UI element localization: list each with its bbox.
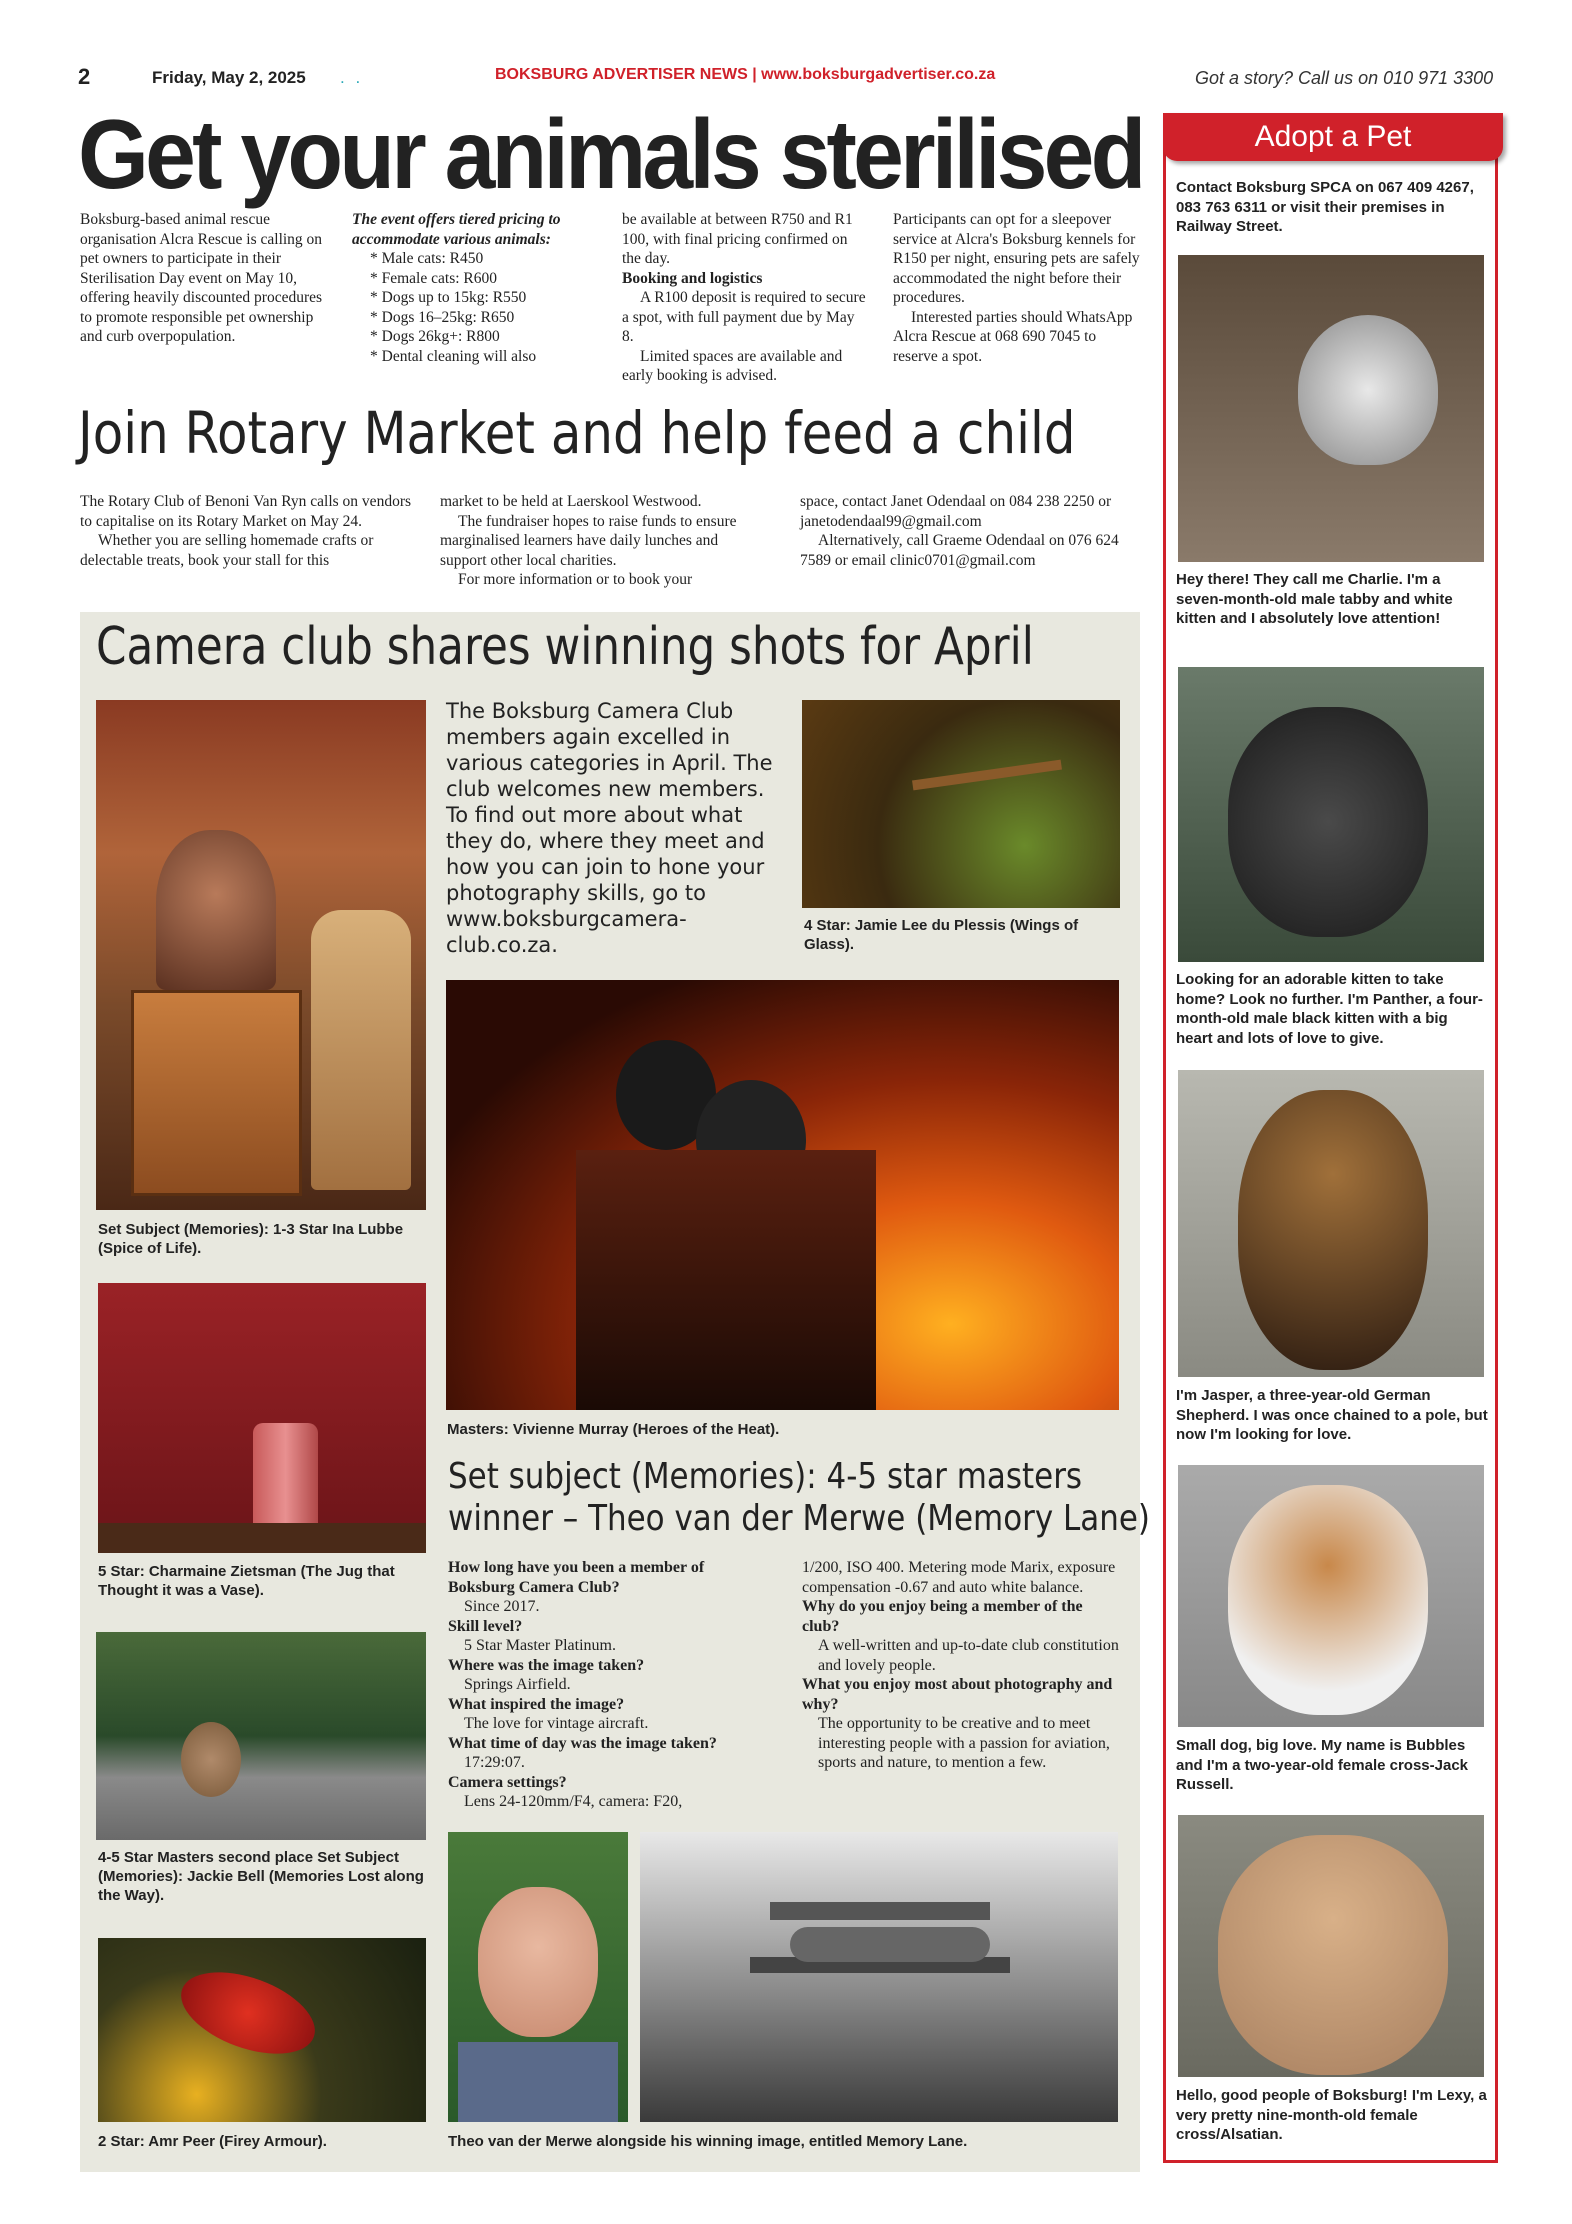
article2-col1 [80,492,420,570]
article2-col2-b: The fundraiser hopes to raise funds to ensure marginalised learners have daily lunches and support other local charities. [440,512,737,569]
qa-question: What you enjoy most about photography and why? [802,1676,1113,1713]
price-item: * Dental cleaning will also [370,347,537,365]
article2-col2-a: market to be held at Laerskool Westwood. [440,493,702,510]
photo-jug-vase [98,1283,426,1553]
dragonfly-body-shape [912,760,1062,791]
photo-panther [1178,667,1484,962]
headline-sterilised: Get your animals sterilised [78,99,1143,209]
pet-caption-panther: Looking for an adorable kitten to take home? Look no further. I'm Panther, a four-month-old male black kitten with a big heart and lots of love to give. [1176,971,1483,1047]
headline-rotary: Join Rotary Market and help feed a child [78,399,1076,467]
teddy-bear-shape [181,1722,241,1797]
article2-col2 [440,492,760,590]
article2-col3-b: Alternatively, call Graeme Odendaal on 076 624 7589 or email clinic0701@gmail.com [800,532,1119,569]
photo-jasper [1178,1070,1484,1377]
photo-firey-armour [98,1938,426,2122]
photo-bubbles [1178,1465,1484,1727]
article1-col4-a: Participants can opt for a sleepover service at Alcra's Boksburg kennels for R150 per night, ensuring pets are safely accommodated the night before their procedures. [893,211,1140,306]
shirt-shape [458,2042,618,2122]
price-item: * Dogs 26kg+: R800 [370,328,500,345]
qa-question: Camera settings? [448,1773,567,1791]
article2-col3-a: space, contact Janet Odendaal on 084 238 2250 or janetodendaal99@gmail.com [800,493,1112,530]
subheadline-winner-2: winner – Theo van der Merwe (Memory Lane) [448,1498,1151,1539]
article2-col3 [800,492,1130,570]
photo-theo-portrait [448,1832,628,2122]
qa-answer: Since 2017. [464,1598,540,1615]
qa-answer-continued: 1/200, ISO 400. Metering mode Marix, exposure compensation -0.67 and auto white balance. [802,1559,1116,1596]
qa-answer: 17:29:07. [464,1754,525,1771]
article1-subhead: Booking and logistics [622,269,763,287]
photo-memories-lost [96,1632,426,1840]
grinder-top-shape [156,830,276,990]
firefighters-shape [576,1150,876,1410]
qa-answer: Lens 24-120mm/F4, camera: F20, [464,1793,683,1810]
caption-dragonfly: 4 Star: Jamie Lee du Plessis (Wings of Glass). [804,917,1079,953]
caption-spice: Set Subject (Memories): 1-3 Star Ina Lubbe (Spice of Life). [98,1221,404,1257]
article1-col3 [622,210,867,386]
price-item: * Dogs up to 15kg: R550 [370,289,527,306]
article1-col3-b: A R100 deposit is required to secure a spot, with full payment due by May 8. [622,289,866,345]
article2-col1-b: Whether you are selling homemade crafts or delectable treats, book your stall for this [80,532,374,569]
qa-answer: The love for vintage aircraft. [464,1715,649,1732]
pet-caption-bubbles: Small dog, big love. My name is Bubbles and I'm a two-year-old female cross-Jack Russell. [1176,1737,1469,1793]
photo-lexy [1178,1815,1484,2077]
article1-col1-text: Boksburg-based animal rescue organisation Alcra Rescue is calling on pet owners to participate in their Sterilisation Day event on May 10, offering heavily discounted procedures to promote responsible pet ownership and curb overpopulation. [80,211,323,345]
caption-teddy: 4-5 Star Masters second place Set Subject (Memories): Jackie Bell (Memories Lost along the Way). [98,1849,424,1904]
grinder-box-shape [131,990,302,1196]
biplane-fuselage-shape [790,1927,990,1962]
qa-question: Skill level? [448,1617,523,1635]
headline-camera-club: Camera club shares winning shots for April [96,617,1034,677]
price-item: * Dogs 16–25kg: R650 [370,308,515,326]
adopt-a-pet-title: Adopt a Pet [1163,113,1503,161]
photo-memory-lane [640,1832,1118,2122]
article2-col2-c: For more information or to book your [458,571,693,588]
qa-answer: The opportunity to be creative and to meet interesting people with a passion for aviation, sports and nature, to mention a few. [818,1715,1110,1771]
dog-shape [1218,1835,1448,2075]
subheadline-winner-1: Set subject (Memories): 4-5 star masters [448,1456,1083,1497]
spca-contact: Contact Boksburg SPCA on 067 409 4267, 083 763 6311 or visit their premises in Railway Street. [1176,179,1474,235]
caption-jug: 5 Star: Charmaine Zietsman (The Jug that Thought it was a Vase). [98,1563,395,1599]
qa-right-column [802,1558,1120,1773]
article2-col1-a: The Rotary Club of Benoni Van Ryn calls on vendors to capitalise on its Rotary Market on May 24. [80,493,412,530]
price-item: * Female cats: R600 [370,269,497,287]
date-dots: . . [340,68,364,87]
qa-question: How long have you been a member of Boksburg Camera Club? [448,1559,705,1596]
article1-col3-a: be available at between R750 and R1 100, with final pricing confirmed on the day. [622,211,853,267]
qa-answer: 5 Star Master Platinum. [464,1637,616,1654]
qa-left-column [448,1558,768,1812]
page-number: 2 [78,64,91,89]
kitten-shape [1228,707,1428,937]
photo-spice-of-life [96,700,426,1210]
qa-answer: A well-written and up-to-date club constitution and lovely people. [818,1637,1119,1674]
biplane-upper-wing-shape [770,1902,990,1920]
article1-col3-c: Limited spaces are available and early booking is advised. [622,347,843,384]
article1-col1 [80,210,325,347]
caption-heroes: Masters: Vivienne Murray (Heroes of the Heat). [447,1421,780,1438]
dog-shape [1228,1485,1428,1715]
article1-col4-b: Interested parties should WhatsApp Alcra Rescue at 068 690 7045 to reserve a spot. [893,308,1133,365]
camera-intro: The Boksburg Camera Club members again excelled in various categories in April. The club welcomes new members. To find out more about what they do, where they meet and how you can join to hone your photography skills, go to www.boksburgcamera-club.co.za. [446,699,773,957]
kitten-shape [1298,315,1438,465]
pet-caption-lexy: Hello, good people of Boksburg! I'm Lexy, a very pretty nine-month-old female cross/Alsatian. [1176,2087,1487,2143]
caption-bug: 2 Star: Amr Peer (Firey Armour). [98,2133,327,2150]
face-shape [478,1887,598,2037]
jug-shape [253,1423,318,1533]
issue-date: Friday, May 2, 2025 [152,68,306,87]
qa-answer: Springs Airfield. [464,1676,571,1693]
table-shape [98,1523,426,1553]
article1-col4 [893,210,1143,366]
photo-wings-of-glass [802,700,1120,908]
photo-charlie [1178,255,1484,562]
qa-question: What inspired the image? [448,1695,625,1713]
price-item: * Male cats: R450 [370,250,484,267]
bug-shape [170,1956,325,2070]
pestle-shape [311,910,411,1190]
masthead[interactable]: BOKSBURG ADVERTISER NEWS | www.boksburgadvertiser.co.za [495,66,996,83]
article1-col2 [352,210,582,366]
article1-prices-intro: The event offers tiered pricing to accommodate various animals: [352,211,561,248]
photo-heroes-of-the-heat [446,980,1119,1410]
qa-question: What time of day was the image taken? [448,1734,717,1752]
qa-question: Why do you enjoy being a member of the club? [802,1598,1083,1635]
caption-theo: Theo van der Merwe alongside his winning image, entitled Memory Lane. [448,2133,968,2150]
qa-question: Where was the image taken? [448,1656,645,1674]
story-tip-line: Got a story? Call us on 010 971 3300 [1195,68,1494,88]
pet-caption-charlie: Hey there! They call me Charlie. I'm a seven-month-old male tabby and white kitten and I absolutely love attention! [1176,571,1453,627]
pet-caption-jasper: I'm Jasper, a three-year-old German Shepherd. I was once chained to a pole, but now I'm looking for love. [1176,1387,1488,1443]
dog-shape [1238,1090,1428,1370]
